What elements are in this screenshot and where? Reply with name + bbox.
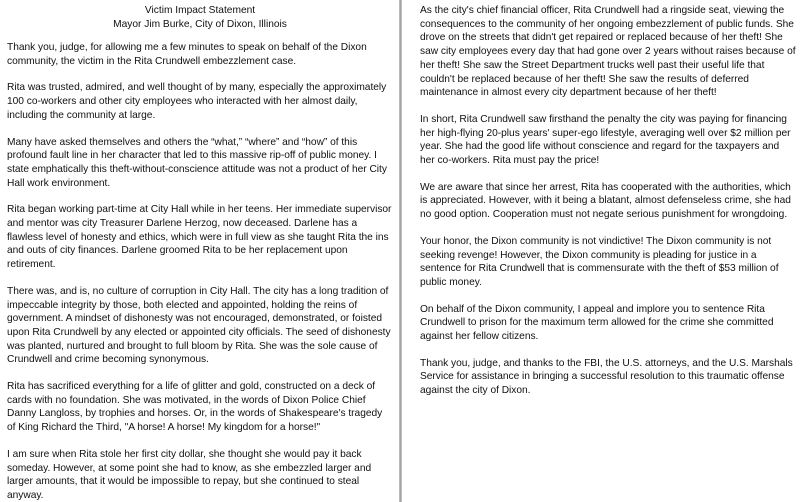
paragraph: On behalf of the Dixon community, I appeal and implore you to sentence Rita Crundwell to prison for the maximum term allowed for the crime she committed against her fellow citizens. <box>420 303 774 343</box>
left-page <box>0 0 399 502</box>
paragraph: As the city's chief financial officer, Rita Crundwell had a ringside seat, viewing the consequences to the community of her ongoing embezzlement of public funds. She drove on the streets that didn't get repaired or replaced because of her theft! She saw city employees every day that had gone over 2 years without raises because of her theft! She saw the Street Department trucks well past their useful life that couldn't be replaced because of her theft! She saw the results of deferred maintenance in almost every city department because of her theft! <box>420 5 796 99</box>
paragraph: Thank you, judge, and thanks to the FBI, the U.S. attorneys, and the U.S. Marshals Service for assistance in bringing a successful resolution to this traumatic offense against the city of Dixon. <box>420 357 793 397</box>
paragraph: Thank you, judge, for allowing me a few minutes to speak on behalf of the Dixon community, the victim in the Rita Crundwell embezzlement case. <box>7 42 367 67</box>
paragraph: We are aware that since her arrest, Rita has cooperated with the authorities, which is appreciated. However, with it being a blatant, almost defenseless crime, she had no good option. Cooperation must not negate serious punishment for wrongdoing. <box>420 181 791 221</box>
paragraph: In short, Rita Crundwell saw firsthand the penalty the city was paying for financing her high-flying 20-plus years' super-ego lifestyle, averaging well over $2 million per year. She had the good life without conscience and regard for the taxpayers and her co-workers. Rita must pay the price! <box>420 113 791 167</box>
paragraph: Rita was trusted, admired, and well thought of by many, especially the approximately 100 co-workers and other city employees who interacted with her almost daily, including the community at large. <box>7 82 387 121</box>
paragraph: Your honor, the Dixon community is not vindictive! The Dixon community is not seeking revenge! However, the Dixon community is pleading for justice in a sentence for Rita Crundwell that is commensurate with the theft of $53 million of public money. <box>420 235 779 288</box>
paragraph: I am sure when Rita stole her first city dollar, she thought she would pay it back someday. However, at some point she had to know, as she embezzled larger and larger amounts, that it would be impossible to repay, but she continued to steal anyway. <box>7 448 372 501</box>
document-title: Victim Impact Statement <box>144 5 256 16</box>
paragraph: There was, and is, no culture of corruption in City Hall. The city has a long tradition of impeccable integrity by those, both elected and appointed, holding the reins of government. A mindset of dishonesty was not encouraged, demonstrated, or foisted upon Rita Crundwell by any elected or appointed city officials. The seed of dishonesty was planted, nurtured and brought to full bloom by Rita. She was the sole cause of Crundwell and crime becoming synonymous. <box>7 285 391 366</box>
paragraph: Many have asked themselves and others the “what,” “where” and “how” of this profound fault line in her character that led to this massive rip-off of public money. I state emphatically this theft-without-conscience attitude was not a product of her City Hall work environment. <box>7 136 387 189</box>
right-page <box>402 0 800 502</box>
paragraph: Rita has sacrificed everything for a life of glitter and gold, constructed on a deck of cards with no foundation. She was motivated, in the words of Dixon Police Chief Danny Langloss, by trophies and horses. Or, in the words of Shakespeare's tragedy of King Richard the Third, "A horse! A horse! My kingdom for a horse!" <box>7 381 383 434</box>
title-block <box>7 4 393 32</box>
paragraph: Rita began working part-time at City Hall while in her teens. Her immediate supervisor and mentor was city Treasurer Darlene Herzog, now deceased. Darlene has a flawless level of honesty and ethics, which were in full view as she taught Rita the ins and outs of city finances. Darlene groomed Rita to be her replacement upon retirement. <box>7 204 392 271</box>
document-subtitle: Mayor Jim Burke, City of Dixon, Illinois <box>113 19 287 30</box>
